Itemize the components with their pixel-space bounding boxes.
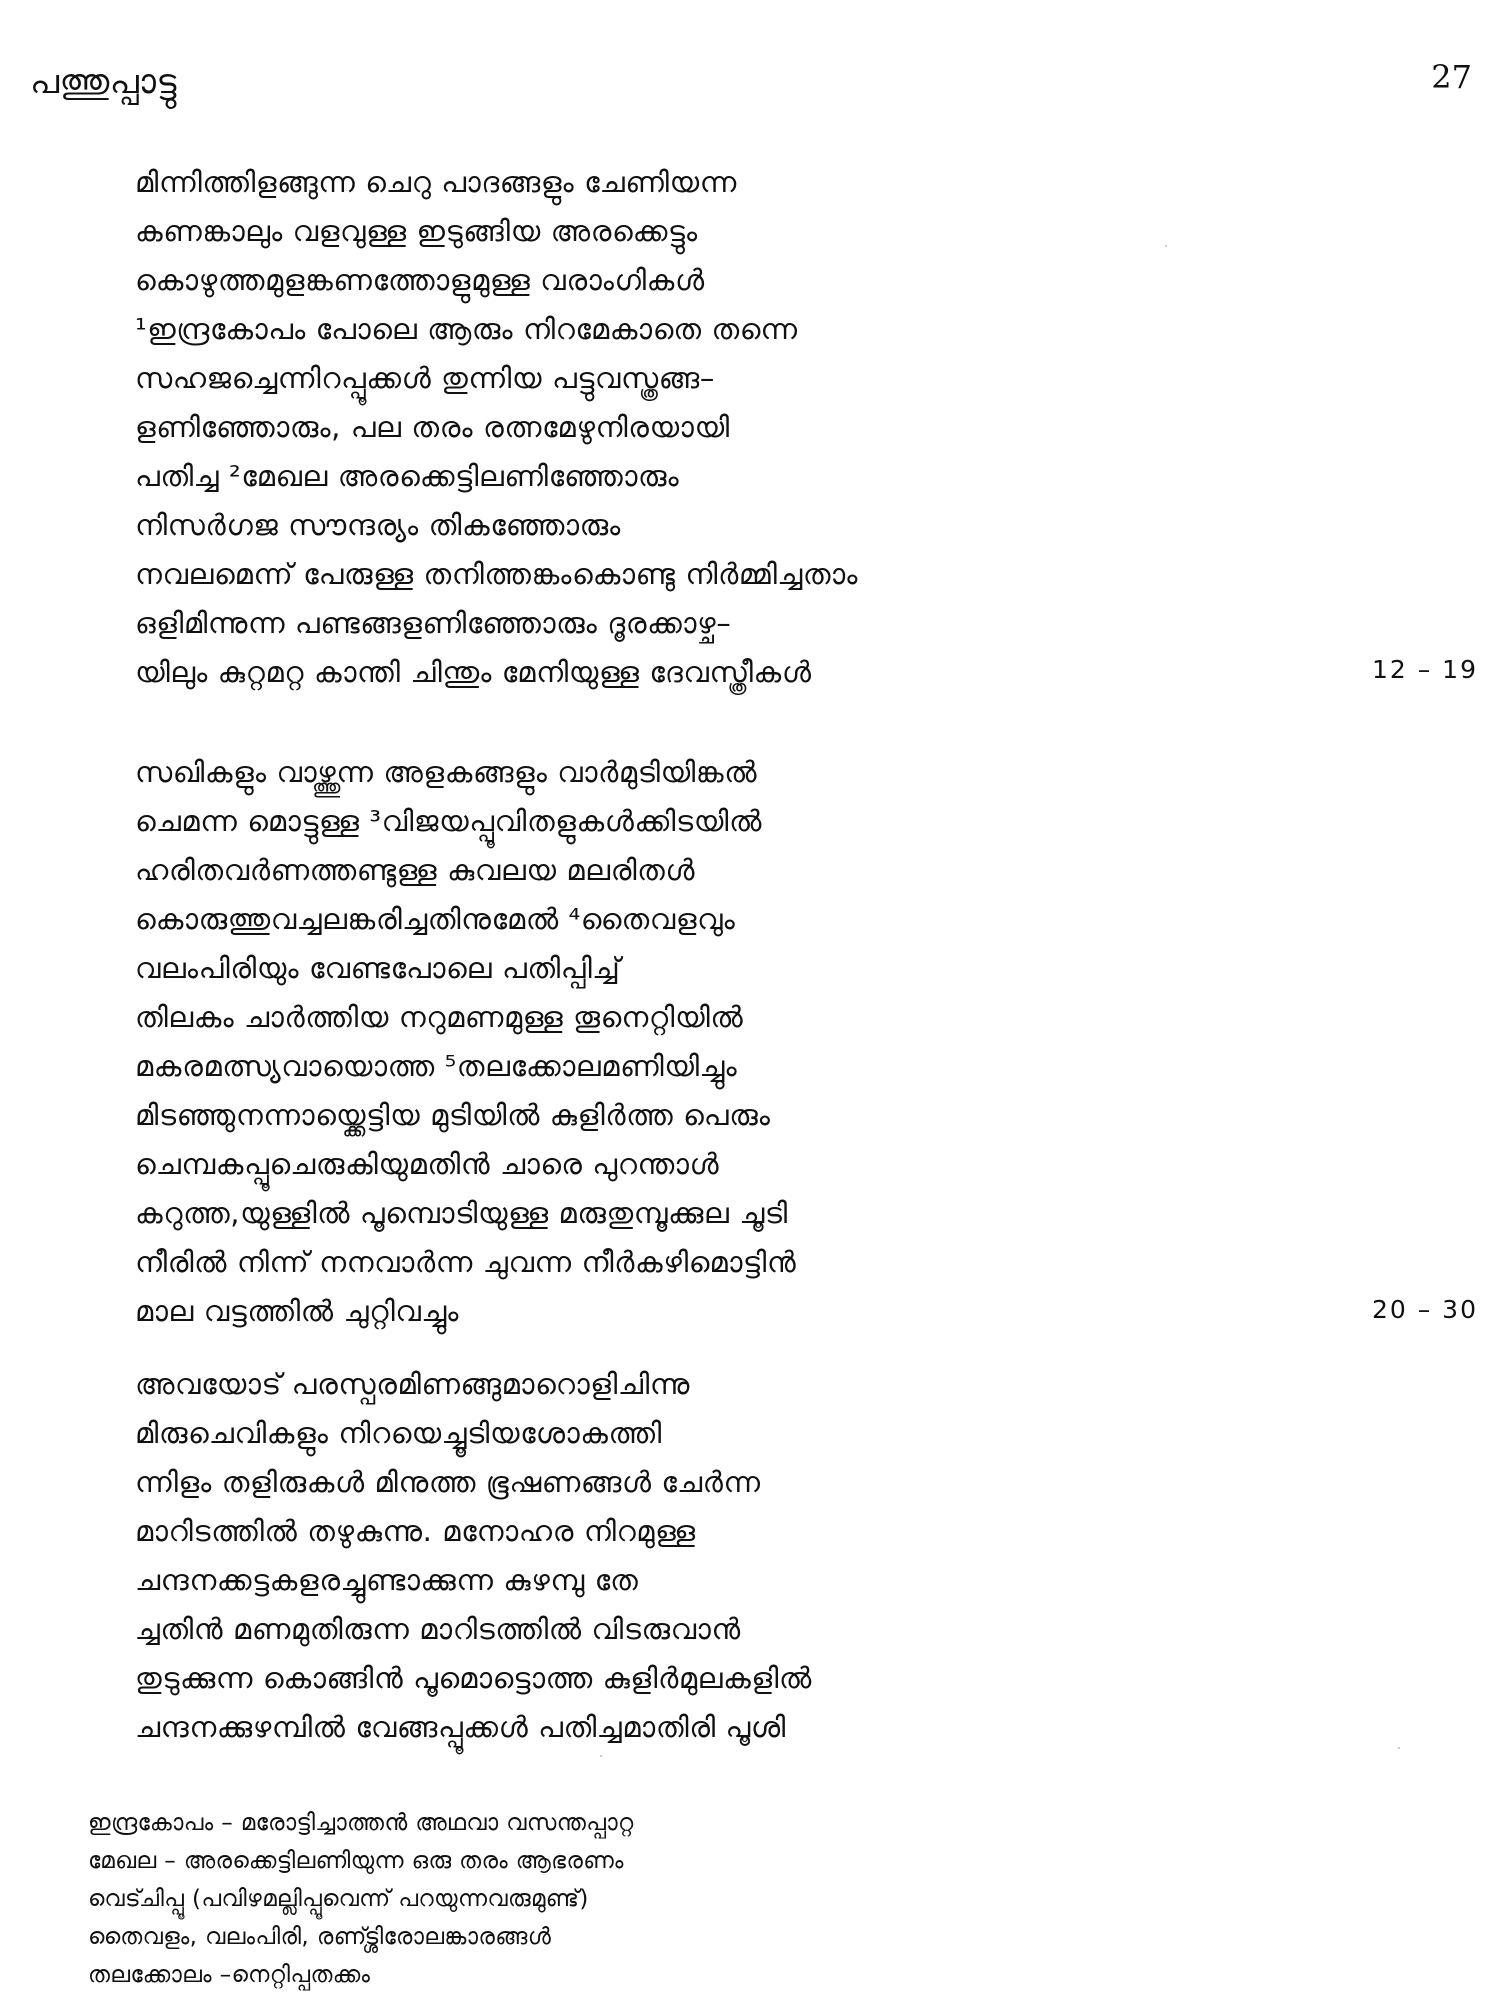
verse-line: ചെമന്ന മൊട്ടുള്ള ³വിജയപ്പൂവിതളുകൾക്കിടയിൽ: [135, 804, 762, 838]
scan-speck: [1398, 1747, 1400, 1749]
verse-line: ച്ചതിൻ മണമുതിരുന്ന മാറിടത്തിൽ വിടരുവാൻ: [135, 1612, 741, 1646]
scan-speck: [1165, 245, 1167, 247]
verse-line: യിലും കുറ്റമറ്റ കാന്തി ചിന്തും മേനിയുള്ള ദേവസ്ത്രീകൾ: [135, 655, 812, 689]
verse-line: കറുത്ത,യുള്ളിൽ പൂമ്പൊടിയുള്ള മരുതുമ്പൂക്കുല ചൂടി: [135, 1196, 788, 1230]
footnote: ഇന്ദ്രകോപം – മരോട്ടിച്ചാത്തൻ അഥവാ വസന്തപ്പാറ്റ: [88, 1810, 634, 1836]
verse-stanza-3: [135, 1360, 1355, 1752]
verse-line: കൊഴുത്തമുളങ്കണത്തോളുമുള്ള വരാംഗികൾ: [135, 263, 705, 297]
footnote: വെട്ചിപ്പൂ (പവിഴമല്ലിപ്പൂവെന്ന് പറയുന്നവരുമുണ്ട്): [88, 1886, 589, 1912]
footnote: തൈവളം, വലംപിരി, രണ്ട്ശിരോലങ്കാരങ്ങൾ: [88, 1924, 552, 1950]
verse-line: ചന്ദനക്കട്ടകളരച്ചുണ്ടാക്കുന്ന കുഴമ്പു തേ: [135, 1563, 639, 1597]
verse-line: ന്നിളം തളിരുകൾ മിനുത്ത ഭൂഷണങ്ങൾ ചേർന്ന: [135, 1465, 761, 1499]
verse-line: ¹ഇന്ദ്രകോപം പോലെ ആരും നിറമേകാതെ തന്നെ: [135, 312, 798, 346]
verse-line: സഖികളും വാഴ്ത്തുന്ന അളകങ്ങളും വാർമുടിയിങ്കൽ: [135, 755, 758, 789]
verse-line: നവലമെന്ന് പേരുള്ള തനിത്തങ്കംകൊണ്ടു നിർമ്മിച്ചതാം: [135, 557, 858, 591]
verse-line: മാറിടത്തിൽ തഴുകുന്നു. മനോഹര നിറമുള്ള: [135, 1514, 696, 1548]
verse-line: മാല വട്ടത്തിൽ ചുറ്റിവച്ചും: [135, 1294, 460, 1328]
verse-line: മകരമത്സ്യവായൊത്ത ⁵തലക്കോലമണിയിച്ചും: [135, 1049, 738, 1083]
verse-line: തുടുക്കുന്ന കൊങ്ങിൻ പൂമൊട്ടൊത്ത കുളിർമുലകളിൽ: [135, 1661, 812, 1695]
running-title: പത്തുപ്പാട്ടു: [30, 62, 177, 102]
verse-line: സഹജച്ചെന്നിറപ്പൂക്കൾ തുന്നിയ പട്ടുവസ്ത്രങ്ങ–: [135, 361, 715, 395]
footnote: മേഖല – അരക്കെട്ടിലണിയുന്ന ഒരു തരം ആഭരണം: [88, 1848, 624, 1874]
verse-line: നിസർഗജ സൗന്ദര്യം തികഞ്ഞോരും: [135, 508, 621, 542]
verse-line: മിന്നിത്തിളങ്ങുന്ന ചെറു പാദങ്ങളും ചേണിയന്ന: [135, 165, 737, 199]
line-range-ref: 20 – 30: [1371, 1295, 1478, 1324]
verse-line: ഹരിതവർണത്തണ്ടുള്ള കുവലയ മലരിതൾ: [135, 853, 696, 887]
verse-line: ഒളിമിന്നുന്ന പണ്ടങ്ങളണിഞ്ഞോരും ദൂരക്കാഴ്ച–: [135, 606, 732, 640]
footnotes: [88, 1804, 1388, 1994]
page-number: 27: [1431, 58, 1472, 96]
footnote: തലക്കോലം –നെറ്റിപ്പതക്കം: [88, 1962, 371, 1988]
verse-line: ളണിഞ്ഞോരും, പല തരം രത്നമേഴുനിരയായി: [135, 410, 730, 444]
verse-line: തിലകം ചാർത്തിയ നറുമണമുള്ള തൂനെറ്റിയിൽ: [135, 1000, 744, 1034]
verse-line: കൊരുത്തുവച്ചലങ്കരിച്ചതിനുമേൽ ⁴തൈവളവും: [135, 902, 736, 936]
verse-line: ചെമ്പകപ്പൂചെരുകിയുമതിൻ ചാരെ പുറന്താൾ: [135, 1147, 720, 1181]
verse-line: മിരുചെവികളും നിറയെച്ചൂടിയശോകത്തി: [135, 1416, 662, 1450]
verse-line: നീരിൽ നിന്ന് നനവാർന്ന ചുവന്ന നീർകഴിമൊട്ടിൻ: [135, 1245, 797, 1279]
verse-line: അവയോട് പരസ്പരമിണങ്ങുമാറൊളിചിന്നു: [135, 1367, 690, 1401]
verse-line: കണങ്കാലും വളവുള്ള ഇടുങ്ങിയ അരക്കെട്ടും: [135, 214, 698, 248]
line-range-ref: 12 – 19: [1371, 655, 1478, 684]
verse-line: പതിച്ച ²മേഖല അരക്കെട്ടിലണിഞ്ഞോരും: [135, 459, 680, 493]
scan-speck: [600, 1755, 602, 1757]
verse-line: വലംപിരിയും വേണ്ടപോലെ പതിപ്പിച്ച്: [135, 951, 621, 985]
verse-stanza-1: [135, 158, 1355, 697]
verse-line: മിടഞ്ഞുനന്നായ്ക്കെട്ടിയ മുടിയിൽ കുളിർത്ത പെരും: [135, 1098, 771, 1132]
verse-stanza-2: [135, 748, 1355, 1336]
verse-line: ചന്ദനക്കുഴമ്പിൽ വേങ്ങപ്പൂക്കൾ പതിച്ചമാതിരി പൂശി: [135, 1710, 786, 1744]
